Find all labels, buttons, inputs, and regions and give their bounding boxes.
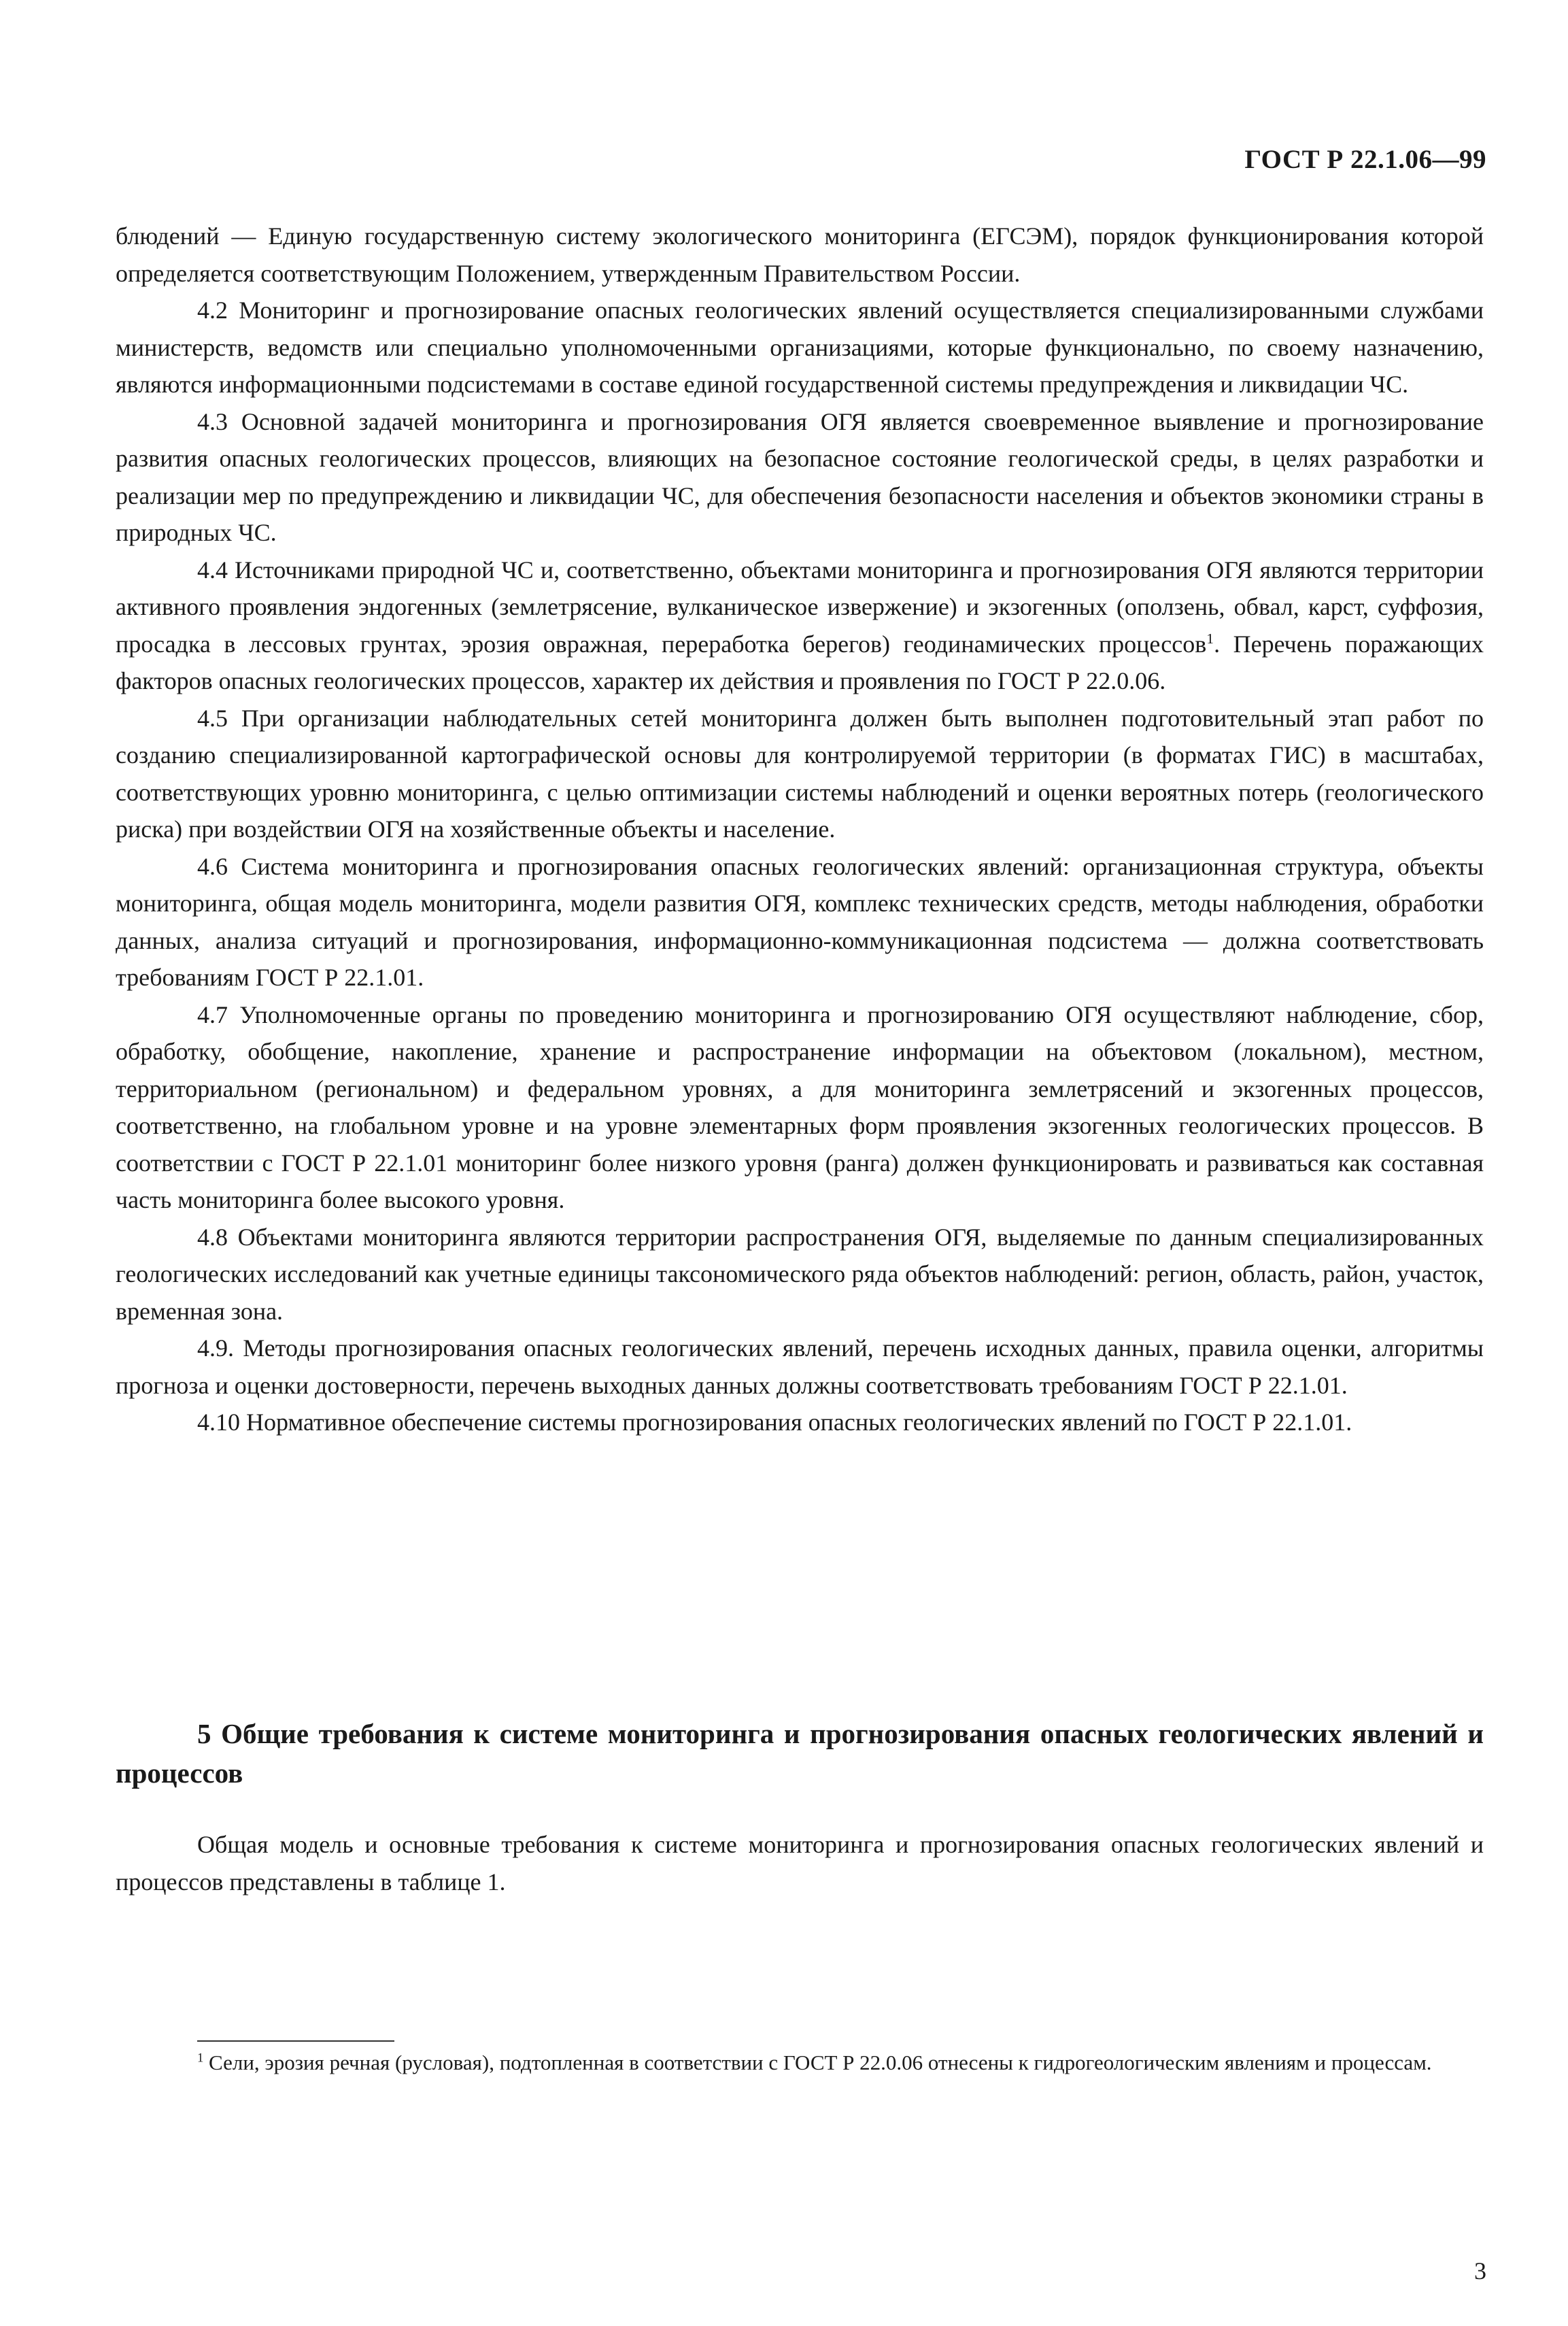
paragraph-4-10: 4.10 Нормативное обеспечение системы прогнозирования опасных геологических явлений по ГОСТ Р 22.1.01. [197, 1409, 1352, 1436]
paragraph-4-3: 4.3 Основной задачей мониторинга и прогнозирования ОГЯ является своевременное выявление и прогнозирование развития опасных геологических процессов, влияющих на безопасное состояние геологической среды, в целях разработки и реализации мер по предупреждению и ликвидации ЧС, для обеспечения безопасности населения и объектов экономики страны в природных ЧС. [116, 407, 1484, 546]
paragraph-4-9: 4.9. Методы прогнозирования опасных геологических явлений, перечень исходных данных, правила оценки, алгоритмы прогноза и оценки достоверности, перечень выходных данных должны соответствовать требованиям ГОСТ Р 22.1.01. [116, 1334, 1484, 1399]
paragraph-4-4 [116, 552, 1484, 700]
paragraph-4-7: 4.7 Уполномоченные органы по проведению мониторинга и прогнозированию ОГЯ осуществляют наблюдение, сбор, обработку, обобщение, накопление, хранение и распространение информации на объектовом (локальном), местном, территориальном (региональном) и федеральном уровнях, а для мониторинга землетрясений и экзогенных процессов, соответственно, на глобальном уровне и на уровне элементарных форм проявления экзогенных геологических процессов. В соответствии с ГОСТ Р 22.1.01 мониторинг более низкого уровня (ранга) должен функционировать и развиваться как составная часть мониторинга более высокого уровня. [116, 1000, 1484, 1213]
document-code: ГОСТ Р 22.1.06—99 [1244, 145, 1486, 174]
paragraph-continuation: блюдений — Единую государственную систему экологического мониторинга (ЕГСЭМ), порядок функционирования которой определяется соответствующим Положением, утвержденным Правительством России. [116, 222, 1484, 287]
section-intro: Общая модель и основные требования к системе мониторинга и прогнозирования опасных геологических явлений и процессов представлены в таблице 1. [116, 1831, 1484, 1895]
footnote-divider [197, 2040, 394, 2042]
footnote-marker: 1 [197, 2051, 204, 2066]
footnote-text: Сели, эрозия речная (русловая), подтопленная в соответствии с ГОСТ Р 22.0.06 отнесены к гидрогеологическим явлениям и процессам. [203, 2051, 1432, 2074]
paragraph-4-8: 4.8 Объектами мониторинга являются территории распространения ОГЯ, выделяемые по данным специализированных геологических исследований как учетные единицы таксономического ряда объектов наблюдений: регион, область, район, участок, временная зона. [116, 1223, 1484, 1325]
body-text [116, 218, 1484, 1441]
paragraph-4-6: 4.6 Система мониторинга и прогнозирования опасных геологических явлений: организационная структура, объекты мониторинга, общая модель мониторинга, модели развития ОГЯ, комплекс технических средств, методы наблюдения, обработки данных, анализа ситуаций и прогнозирования, информационно-коммуникационная подсистема — должна соответствовать требованиям ГОСТ Р 22.1.01. [116, 852, 1484, 991]
section-heading: 5 Общие требования к системе мониторинга и прогнозирования опасных геологических явлений и процессов [116, 1718, 1484, 1789]
page-number: 3 [1474, 2257, 1486, 2285]
paragraph-4-4-text: 4.4 Источниками природной ЧС и, соответственно, объектами мониторинга и прогнозирования ОГЯ являются территории активного проявления эндогенных (землетрясение, вулканическое извержение) и экзогенных (оползень, обвал, карст, суффозия, просадка в лессовых грунтах, эрозия овражная, переработка берегов) геодинамических процессов [116, 556, 1484, 658]
footnote-reference: 1 [1206, 630, 1214, 647]
paragraph-4-5: 4.5 При организации наблюдательных сетей мониторинга должен быть выполнен подготовительный этап работ по созданию специализированной картографической основы для контролируемой территории (в форматах ГИС) в масштабах, соответствующих уровню мониторинга, с целью оптимизации системы наблюдений и оценки вероятных потерь (геологического риска) при воздействии ОГЯ на хозяйственные объекты и население. [116, 704, 1484, 843]
paragraph-4-4-tail: . Перечень поражающих факторов опасных геологических процессов, характер их действия и проявления по ГОСТ Р 22.0.06. [116, 630, 1484, 694]
footnote [116, 2047, 1484, 2078]
paragraph-4-2: 4.2 Мониторинг и прогнозирование опасных геологических явлений осуществляется специализированными службами министерств, ведомств или специально уполномоченными организациями, которые функционально, по своему назначению, являются информационными подсистемами в составе единой государственной системы предупреждения и ликвидации ЧС. [116, 297, 1484, 398]
